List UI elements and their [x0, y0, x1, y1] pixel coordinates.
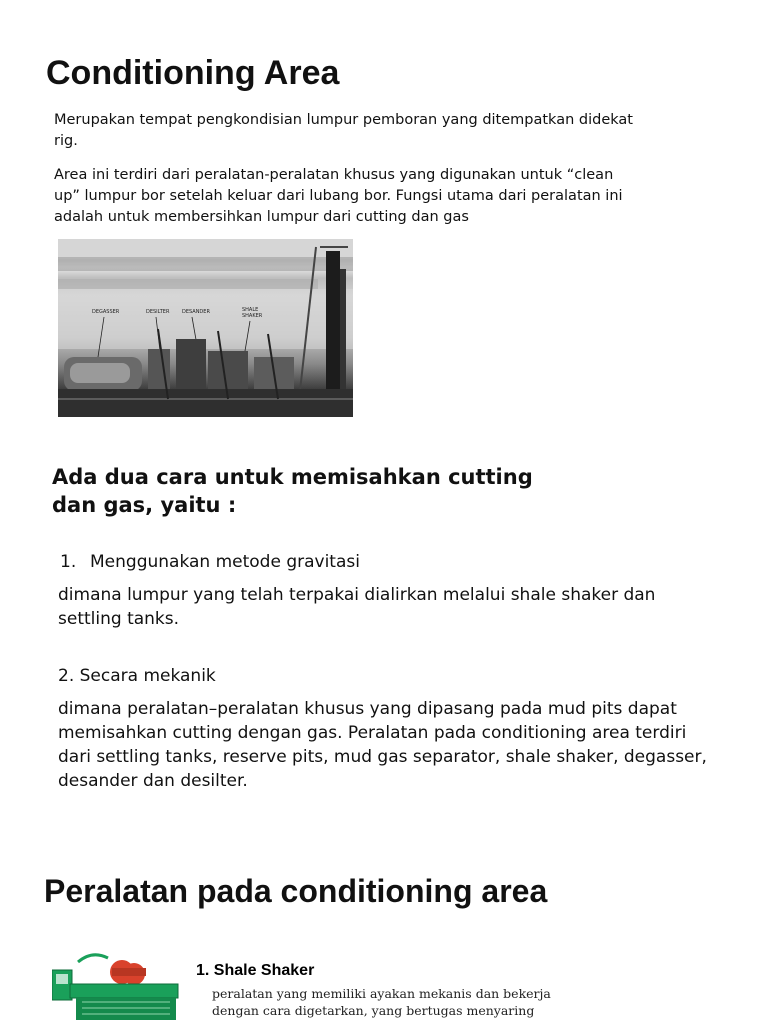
intro-paragraph: Merupakan tempat pengkondisian lumpur pemboran yang ditempatkan didekat rig. [54, 112, 633, 149]
method-2-title: 2. Secara mekanik [58, 666, 216, 686]
description-paragraph: Area ini terdiri dari peralatan-peralatan khusus yang digunakan untuk “clean up” lumpur bor setelah keluar dari lubang bor. Fungsi utama dari peralatan ini adalah untuk membersihkan lumpur dari cutting dan gas [54, 167, 623, 225]
page-title: Conditioning Area [46, 54, 340, 92]
photo-label-degasser: DEGASSER [92, 309, 120, 315]
method-2-description: dimana peralatan–peralatan khusus yang dipasang pada mud pits dapat memisahkan cutting dengan gas. Peralatan pada conditioning area terdiri dari settling tanks, reserve pits, mud gas separator, shale shaker, degasser, desander dan desilter. [58, 699, 707, 791]
photo-label-shale: SHALE [242, 307, 259, 313]
shale-shaker-heading: 1. Shale Shaker [196, 962, 315, 979]
method-1-title: Menggunakan metode gravitasi [90, 552, 360, 572]
method-1-item [60, 550, 720, 574]
conditioning-area-photo [58, 239, 353, 417]
photo-label-desander: DESANDER [182, 309, 210, 315]
equipment-section-title: Peralatan pada conditioning area [44, 873, 548, 909]
method-1-description: dimana lumpur yang telah terpakai dialirkan melalui shale shaker dan settling tanks. [58, 585, 656, 629]
photo-label-shaker: SHAKER [242, 313, 263, 319]
photo-label-desilter: DESILTER [146, 309, 170, 315]
shale-shaker-description: peralatan yang memiliki ayakan mekanis dan bekerja dengan cara digetarkan, yang bertugas menyaring [212, 986, 551, 1018]
method-1-number: 1. [60, 552, 77, 572]
shale-shaker-image [52, 948, 180, 1024]
methods-heading: Ada dua cara untuk memisahkan cutting dan gas, yaitu : [52, 465, 533, 517]
